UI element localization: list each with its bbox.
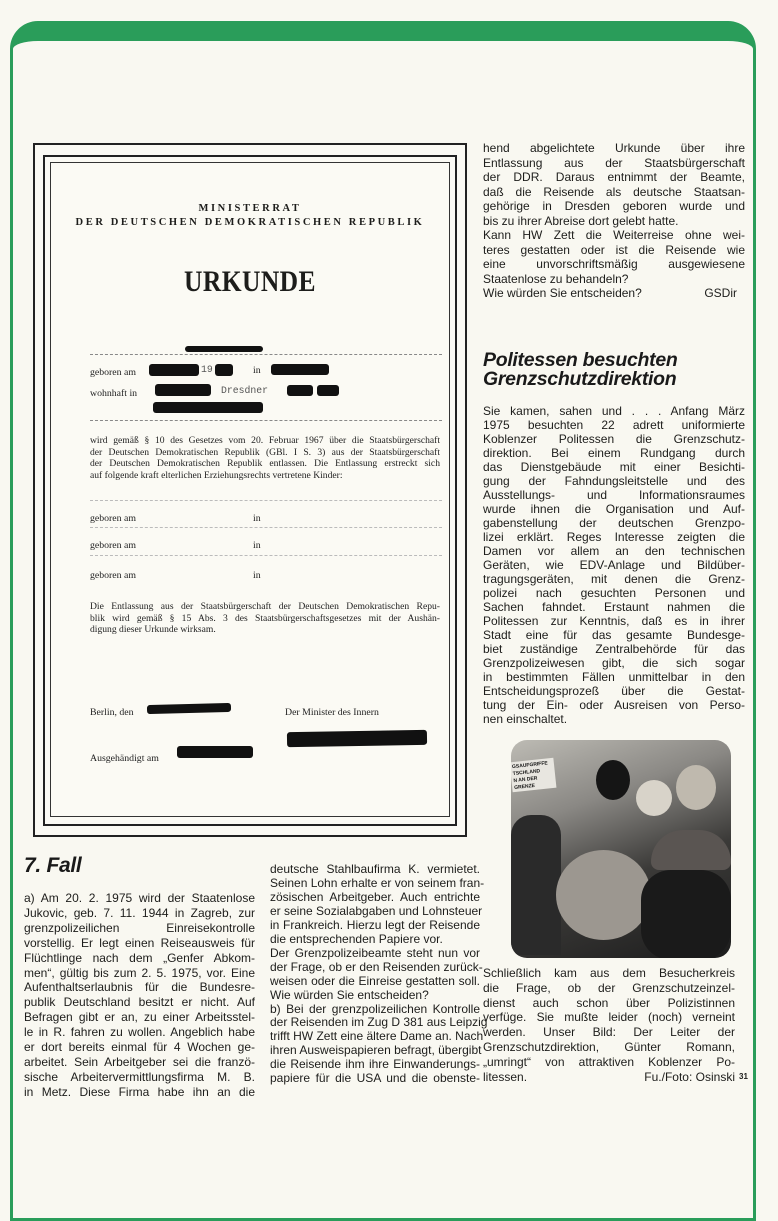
case-title: 7. Fall bbox=[24, 854, 82, 877]
handed-over-label: Ausgehändigt am bbox=[90, 753, 159, 764]
text-line: Wie würden Sie entscheiden? bbox=[270, 987, 429, 1002]
text-line: deutsche Stahlbaufirma K. vermietet. bbox=[270, 862, 480, 876]
text-line: der Deutschen Demokratischen Republik (GBl. I S. 3) aus der Staatsbürgerschaft bbox=[90, 446, 440, 458]
text-line: werden. Unser Bild: Der Leiter der bbox=[483, 1025, 735, 1040]
redacted-birthplace bbox=[271, 364, 329, 375]
text-line: er dort bereits einmal für 4 Wochen ge- bbox=[24, 1040, 255, 1055]
text-line: Geräten, wie EDV-Anlage und Bildüber- bbox=[483, 558, 745, 572]
text-line: weisen oder die Einreise gestatten soll. bbox=[270, 973, 480, 988]
text-line: in bestimmten Fällen unmittelbar in den bbox=[483, 670, 745, 684]
text-line: Sachen fahndet. Erstaunt nahmen die bbox=[483, 600, 745, 614]
case-column-2 bbox=[270, 862, 488, 1086]
residence-fragment: Dresdner bbox=[221, 385, 269, 396]
text-line: ihren Ausweispapieren befragt, übergibt bbox=[270, 1043, 482, 1058]
text-line: „umringt“ von attraktiven Koblenzer Po- bbox=[483, 1054, 735, 1069]
sign-text: N AN DER GRENZE bbox=[513, 775, 538, 792]
person bbox=[511, 815, 561, 955]
text-line: tung der Ein- oder Ausreisen von Perso- bbox=[483, 698, 745, 712]
text-line: gehörige in Dresden geboren wurde und bbox=[483, 199, 745, 213]
case-question: Wie würden Sie entscheiden? bbox=[483, 286, 642, 300]
article-headline bbox=[483, 351, 677, 389]
child-born-label: geboren am bbox=[90, 540, 136, 551]
text-line: verfüge. Sie mußte leider (noch) verneint bbox=[483, 1010, 735, 1025]
text-line: sische Arbeitervermittlungsfirma M. B. bbox=[24, 1069, 255, 1084]
person bbox=[676, 765, 716, 810]
text-line: publik Deutschland besitzt er nicht. Auf bbox=[24, 995, 255, 1010]
sign-text: TSCHLAND bbox=[512, 768, 541, 778]
text-line: Jukovic, geb. 7. 11. 1944 in Zagreb, zur bbox=[24, 905, 255, 920]
text-line: Koblenzer Politessen die Grenzschutz- bbox=[483, 432, 745, 446]
child-name-line bbox=[90, 555, 442, 556]
caption-last-row bbox=[483, 1070, 735, 1084]
child-born-label: geboren am bbox=[90, 570, 136, 581]
birthplace-label: in bbox=[253, 365, 261, 376]
headline-line: Politessen besuchten bbox=[483, 349, 678, 371]
text-line: teres gestatten oder ist die Reisende wie bbox=[483, 242, 745, 257]
redacted-residence bbox=[155, 384, 211, 396]
child-name-line bbox=[90, 500, 442, 501]
person bbox=[556, 850, 651, 940]
text-line: tragungsgeräten, mit denen die Grenz- bbox=[483, 572, 745, 586]
birth-year-fragment: 19 bbox=[201, 364, 213, 375]
group-photo bbox=[511, 740, 731, 958]
text-line: blik wird gemäß § 15 Abs. 3 des Staatsbürgerschaftsgesetzes mit der Aushän- bbox=[90, 612, 440, 624]
text-line: in Frankreich. Hierzu legt der Reisende bbox=[270, 917, 480, 932]
sign-text: GSAUFGRIFFE bbox=[511, 760, 549, 771]
born-label: geboren am bbox=[90, 367, 136, 378]
text-line: gabenstellung der deutschen Grenzpo- bbox=[483, 516, 745, 530]
text-line: wurde ihnen die Organisation und Auf- bbox=[483, 502, 745, 516]
text-line: le in R. fahren zu wollen. Angeblich habe bbox=[24, 1025, 255, 1040]
text-line: Entscheidungsprozeß über die Gestat- bbox=[483, 684, 745, 698]
text-line: Entlassung aus der Staatsbürgerschaft bbox=[483, 155, 745, 170]
photo-credit: Fu./Foto: Osinski bbox=[644, 1070, 735, 1084]
case-column-1 bbox=[24, 891, 255, 1100]
text-line: die entsprechenden Papiere vor. bbox=[270, 931, 443, 946]
text-line: vorstellig. Er legt einen Reiseausweis für bbox=[24, 935, 255, 950]
text-line: nen einschaltet. bbox=[483, 712, 568, 726]
text-line: bis zu ihrer Abreise dort gelebt hatte. bbox=[483, 213, 679, 228]
person bbox=[596, 760, 630, 800]
text-line: Grenzpolizeiwesen gibt, die sich sogar bbox=[483, 656, 745, 670]
text-line: eine unvorschriftsmäßig ausgewiesene bbox=[483, 257, 745, 271]
case-author: GSDir bbox=[704, 286, 737, 300]
case-question-row bbox=[483, 286, 745, 300]
text-line: der Deutschen Demokratischen Republik entlassen. Die Entlassung erstreckt sich bbox=[90, 458, 440, 469]
text-line: b) Bei der grenzpolizeilichen Kontrolle bbox=[270, 1001, 480, 1016]
headline-line: Grenzschutzdirektion bbox=[483, 368, 677, 390]
text-line: Grenzschutzdirektion, Günter Romann, bbox=[483, 1039, 735, 1054]
place-date-label: Berlin, den bbox=[90, 707, 134, 718]
photo-caption bbox=[483, 966, 735, 1070]
text-line: Kann HW Zett die Weiterreise ohne wei- bbox=[483, 228, 745, 242]
name-line bbox=[90, 354, 442, 355]
child-birthplace-label: in bbox=[253, 513, 261, 524]
text-line: a) Am 20. 2. 1975 wird der Staatenlose bbox=[24, 891, 255, 905]
citizenship-release-certificate bbox=[33, 143, 467, 837]
text-line: men“, gültig bis zum 2. 5. 1975, vor. Eine bbox=[24, 965, 255, 980]
child-name-line bbox=[90, 527, 442, 528]
text-line: dienst auch schon über Polizistinnen bbox=[483, 995, 735, 1010]
text-line: Ausstellungs- und Informationsraumes bbox=[483, 488, 745, 502]
redacted-street bbox=[287, 385, 313, 396]
certificate-title: URKUNDE bbox=[184, 265, 316, 298]
text-line: Der Grenzpolizeibeamte steht nun vor bbox=[270, 945, 480, 960]
text-line: hend abgelichtete Urkunde über ihre bbox=[483, 141, 745, 155]
text-line: gung der Fahndungsleitstelle und des bbox=[483, 474, 745, 488]
text-line: die Frage, ob der Grenzschutzeinzel- bbox=[483, 980, 735, 995]
text-line: polizei nach gesuchten Personen und bbox=[483, 586, 745, 600]
text-line: digung dieser Urkunde wirksam. bbox=[90, 624, 216, 635]
text-line: Sie kamen, sahen und . . . Anfang März bbox=[483, 404, 745, 418]
resident-label: wohnhaft in bbox=[90, 388, 138, 399]
text-line: arbeitet. Sein Arbeitgeber sei die franzö- bbox=[24, 1054, 255, 1069]
text-line: er seine Sozialabgaben und Lohnsteuer bbox=[270, 903, 483, 918]
text-line: Flüchtlinge nach dem „Genfer Abkom- bbox=[24, 950, 255, 965]
text-line: der Frage, ob er den Reisenden zurück- bbox=[270, 959, 483, 974]
case-continuation-text bbox=[483, 141, 745, 286]
text-line: 1975 besuchten 22 adrett uniformierte bbox=[483, 418, 745, 432]
redacted-name bbox=[185, 346, 263, 352]
text-line: der DDR. Daraus entnimmt der Beamte, bbox=[483, 170, 745, 184]
text-line: Stadt eine für das gesamte Bundesge- bbox=[483, 628, 745, 642]
redacted-handover-date bbox=[177, 746, 253, 758]
text-line: wird gemäß § 10 des Gesetzes vom 20. Februar 1967 über die Staatsbürgerschaft bbox=[90, 435, 440, 446]
redacted-birthyear bbox=[215, 364, 233, 376]
certificate-issuer-country: DER DEUTSCHEN DEMOKRATISCHEN REPUBLIK bbox=[75, 217, 425, 228]
address-line bbox=[90, 420, 442, 421]
text-line: die Reisende ihm ihre Einwanderungs- bbox=[270, 1057, 480, 1072]
certificate-release-text bbox=[90, 435, 440, 481]
certificate-inner-border bbox=[50, 162, 450, 817]
text-line: daß die Reisende als deutsche Staatsan- bbox=[483, 184, 745, 199]
text-line: Staatenlose zu behandeln? bbox=[483, 271, 629, 286]
text-line: der Reisenden im Zug D 381 aus Leipzig bbox=[270, 1015, 488, 1030]
redacted-address bbox=[153, 402, 263, 413]
text-line: direktion. Bei einem Rundgang durch bbox=[483, 446, 745, 460]
child-born-label: geboren am bbox=[90, 513, 136, 524]
text-line: Aufenthaltserlaubnis für die Bundesre- bbox=[24, 980, 255, 995]
text-line: lizei erklärt. Reges Interesse zeigten die bbox=[483, 530, 745, 544]
text-line: auf folgende kraft elterlichen Erziehungsrechts vertretene Kinder: bbox=[90, 469, 343, 481]
text-line: grenzpolizeilichen Einreisekontrolle bbox=[24, 920, 255, 935]
text-line: Die Entlassung aus der Staatsbürgerschaft der Deutschen Demokratischen Repu- bbox=[90, 601, 440, 612]
text-line: Befragen gibt er an, zu einer Arbeitsstel- bbox=[24, 1010, 255, 1025]
cap bbox=[651, 830, 731, 870]
text-line: das Dienstgebäude mit einer Besichti- bbox=[483, 460, 745, 474]
caption-end: litessen. bbox=[483, 1070, 528, 1084]
text-line: in Metz. Diese Firma habe ihn an die bbox=[24, 1084, 255, 1099]
page-number: 31 bbox=[739, 1072, 748, 1081]
text-line: Politessen zur Kenntnis, daß es in ihrer bbox=[483, 614, 745, 628]
photo-sign bbox=[511, 758, 556, 792]
person bbox=[641, 870, 731, 958]
redacted-number bbox=[317, 385, 339, 396]
article-text bbox=[483, 404, 745, 726]
child-birthplace-label: in bbox=[253, 540, 261, 551]
text-line: trifft HW Zett eine ältere Dame an. Nach bbox=[270, 1029, 484, 1044]
certificate-effect-text bbox=[90, 601, 440, 636]
text-line: Damen vor allem an den technischen bbox=[483, 544, 745, 558]
text-line: biet zuständige Zentralbehörde für das bbox=[483, 642, 745, 656]
certificate-issuer: MINISTERRAT bbox=[198, 203, 302, 214]
redacted-signature bbox=[287, 730, 427, 747]
text-line: zösischen Arbeitgeber. Auch entrichte bbox=[270, 889, 480, 904]
signatory-label: Der Minister des Innern bbox=[285, 707, 379, 718]
person bbox=[636, 780, 672, 816]
redacted-birthdate bbox=[149, 364, 199, 376]
text-line: papiere für die USA und die obenste- bbox=[270, 1071, 480, 1086]
text-line: Seinen Lohn erhalte er von seinem fran- bbox=[270, 875, 485, 890]
text-line: Schließlich kam aus dem Besucherkreis bbox=[483, 966, 735, 980]
child-birthplace-label: in bbox=[253, 570, 261, 581]
